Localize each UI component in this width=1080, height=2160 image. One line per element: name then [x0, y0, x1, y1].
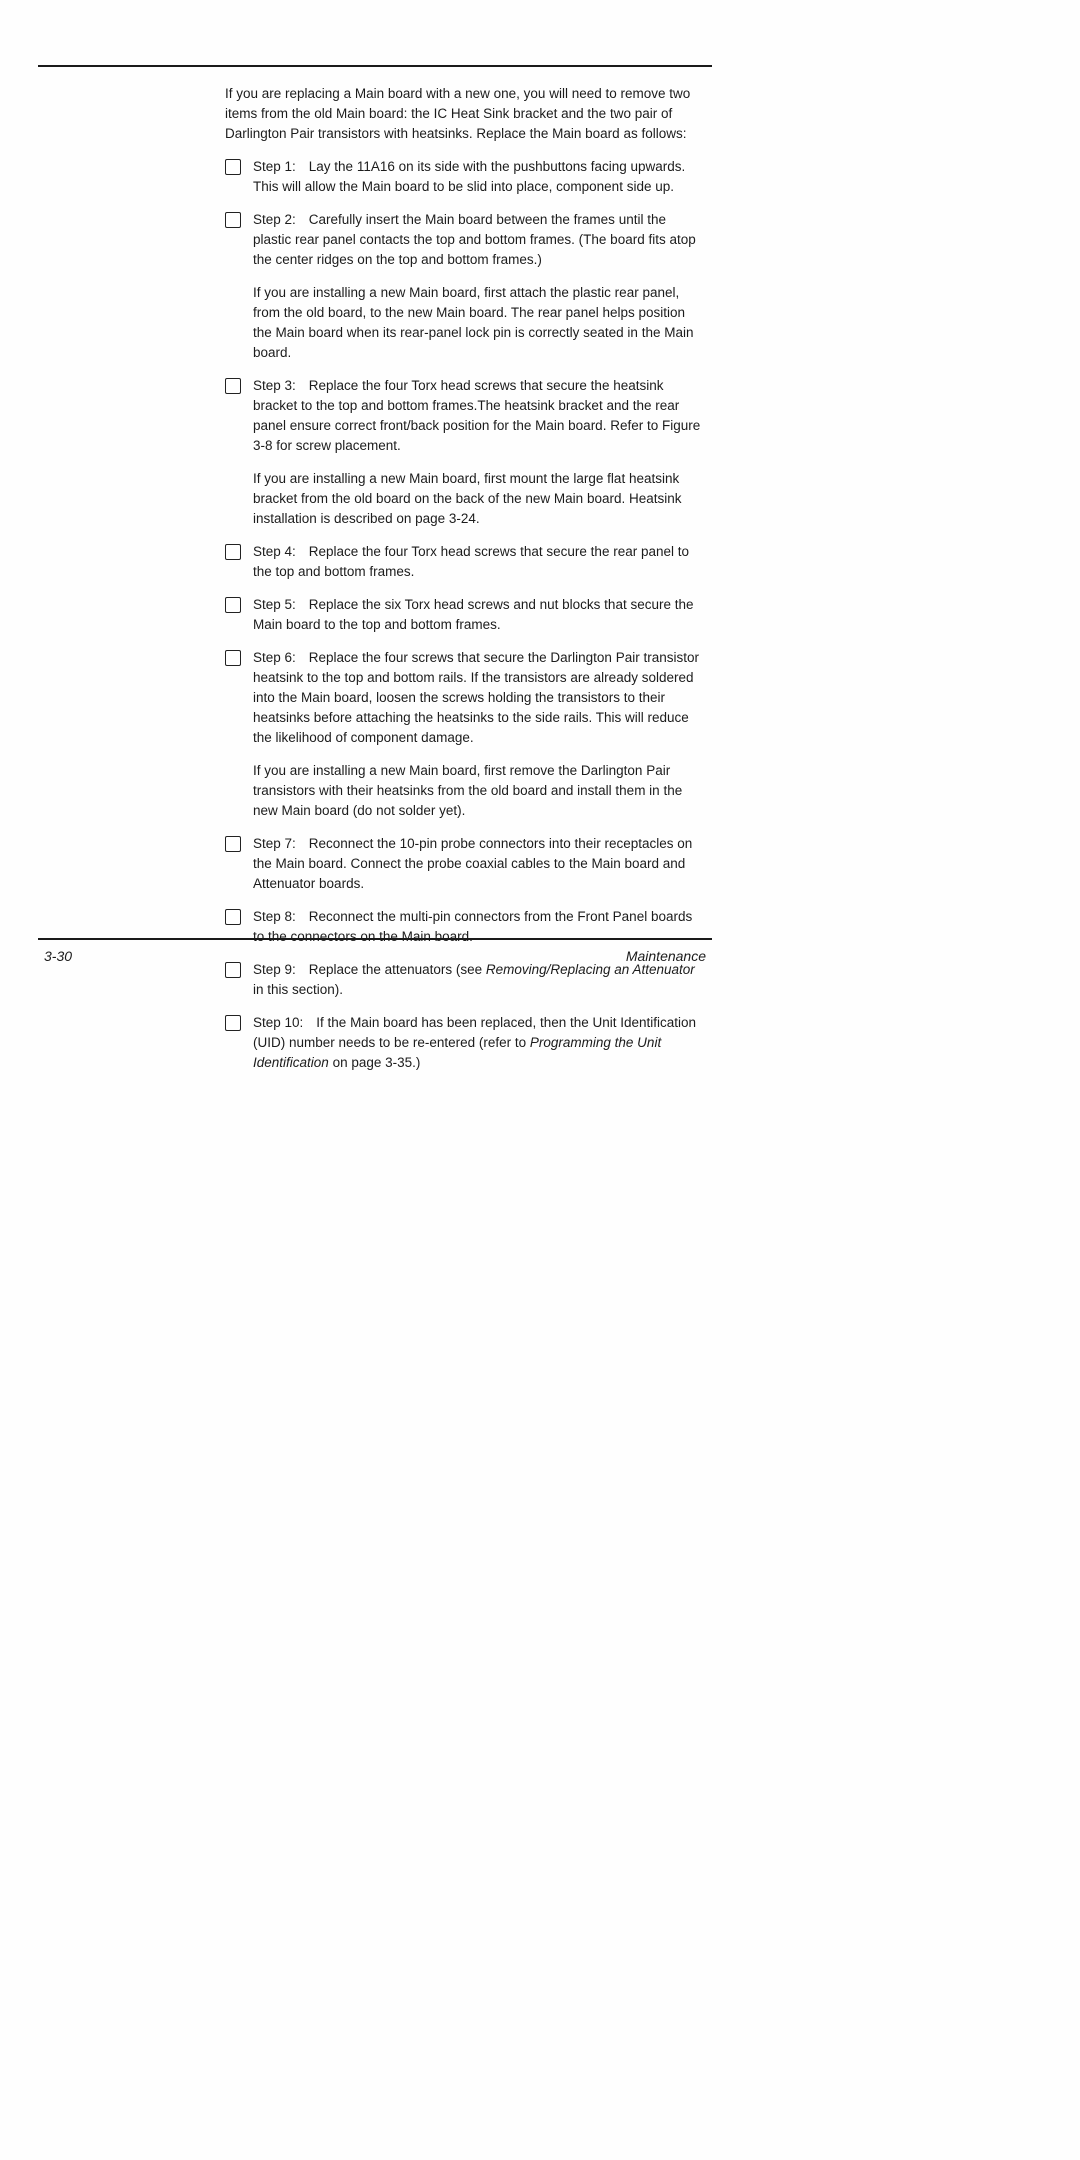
step-note: If you are installing a new Main board, first mount the large flat heatsink bracket from the old board on the back of the new Main board. Heatsink installation is described on page 3-24. — [253, 471, 682, 526]
step-item — [225, 960, 706, 1000]
step-label: Step 4: — [253, 544, 296, 559]
step-label: Step 1: — [253, 159, 296, 174]
step-text: Step 9: Replace the attenuators (see Removing/Replacing an Attenuator in this section). — [253, 962, 695, 997]
step-checkbox-icon — [225, 597, 241, 613]
step-text: Step 10: If the Main board has been replaced, then the Unit Identification (UID) number needs to be re-entered (refer to Programming the Unit Identification on page 3-35.) — [253, 1015, 697, 1070]
steps-list — [225, 157, 706, 1073]
step-checkbox-icon — [225, 159, 241, 175]
step-text: Step 2: Carefully insert the Main board between the frames until the plastic rear panel contacts the top and bottom frames. (The board fits atop the center ridges on the top and bottom frames.) — [253, 212, 696, 267]
step-text: Step 1: Lay the 11A16 on its side with the pushbuttons facing upwards. This will allow the Main board to be slid into place, component side up. — [253, 159, 686, 194]
step-text: Step 3: Replace the four Torx head screws that secure the heatsink bracket to the top and bottom frames.The heatsink bracket and the rear panel ensure correct front/back position for the Main board. Refer to Figure 3-8 for screw placement. — [253, 378, 701, 453]
step-text: Step 7: Reconnect the 10-pin probe connectors into their receptacles on the Main board. Connect the probe coaxial cables to the Main board and Attenuator boards. — [253, 836, 693, 891]
step-text: Step 8: Reconnect the multi-pin connectors from the Front Panel boards to the connectors on the Main board. — [253, 909, 693, 944]
step-label: Step 10: — [253, 1015, 304, 1030]
step-item — [225, 376, 706, 456]
top-rule — [38, 65, 712, 67]
step-text: Step 4: Replace the four Torx head screws that secure the rear panel to the top and bottom frames. — [253, 544, 689, 579]
step-item — [225, 834, 706, 894]
step-label: Step 6: — [253, 650, 296, 665]
page-number: 3-30 — [44, 948, 73, 964]
step-item — [225, 648, 706, 748]
step-note: If you are installing a new Main board, first attach the plastic rear panel, from the old board, to the new Main board. The rear panel helps position the Main board when its rear-panel lock pin is correctly seated in the Main board. — [253, 285, 694, 360]
section-title: Maintenance — [625, 948, 706, 964]
step-item — [225, 210, 706, 270]
step-checkbox-icon — [225, 1015, 241, 1031]
step-item — [225, 157, 706, 197]
step-note: If you are installing a new Main board, first remove the Darlington Pair transistors with their heatsinks from the old board and install them in the new Main board (do not solder yet). — [253, 763, 683, 818]
step-text: Step 6: Replace the four screws that secure the Darlington Pair transistor heatsink to the top and bottom rails. If the transistors are already soldered into the Main board, loosen the screws holding the transistors to their heatsinks before attaching the heatsinks to the side rails. This will reduce the likelihood of component damage. — [253, 650, 699, 745]
step-checkbox-icon — [225, 650, 241, 666]
step-checkbox-icon — [225, 836, 241, 852]
step-checkbox-icon — [225, 212, 241, 228]
step-label: Step 3: — [253, 378, 296, 393]
footer-rule — [38, 938, 712, 940]
page-footer — [44, 946, 706, 966]
step-item — [225, 542, 706, 582]
step-label: Step 7: — [253, 836, 296, 851]
step-label: Step 8: — [253, 909, 296, 924]
step-checkbox-icon — [225, 378, 241, 394]
step-checkbox-icon — [225, 544, 241, 560]
intro-paragraph: If you are replacing a Main board with a new one, you will need to remove two items from the old Main board: the IC Heat Sink bracket and the two pair of Darlington Pair transistors with heatsinks. Replace the Main board as follows: — [225, 86, 691, 141]
step-label: Step 9: — [253, 962, 296, 977]
page-content — [225, 84, 706, 1086]
step-item — [225, 907, 706, 947]
step-item — [225, 595, 706, 635]
step-checkbox-icon — [225, 909, 241, 925]
step-label: Step 5: — [253, 597, 296, 612]
step-item — [225, 1013, 706, 1073]
step-label: Step 2: — [253, 212, 296, 227]
step-text: Step 5: Replace the six Torx head screws and nut blocks that secure the Main board to the top and bottom frames. — [253, 597, 694, 632]
